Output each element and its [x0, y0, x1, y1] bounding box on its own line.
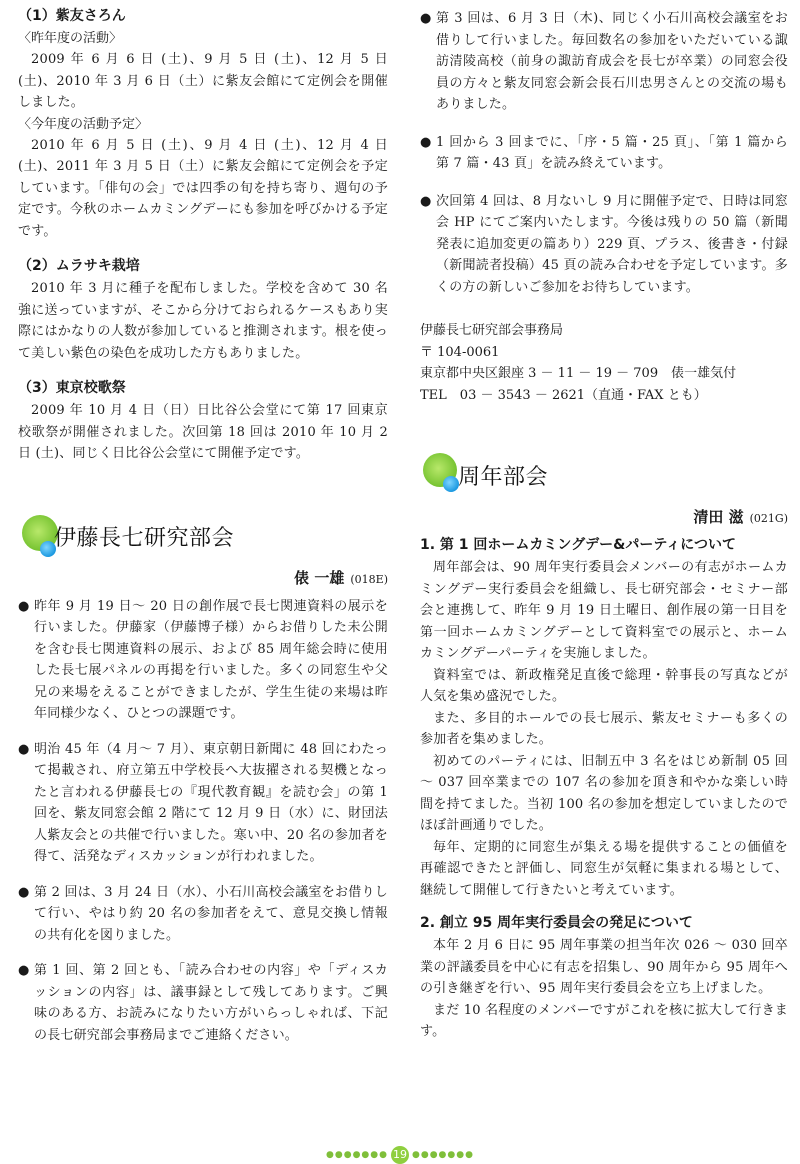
bullet-icon: ●	[420, 11, 432, 26]
office-name: 伊藤長七研究部会事務局	[420, 323, 564, 338]
paragraph-murasaki: 2010 年 3 月に種子を配布しました。学校を含めて 30 名強に送っていますが、そこから分けておられるケースもあり実際にはかなりの人数が参加していると推測されます。根を使って美しい紫色の染色を成功した方もありました。	[18, 281, 388, 361]
section-banner-ito	[18, 511, 388, 563]
section-banner-anniversary	[420, 450, 788, 502]
bullet-icon: ●	[18, 598, 30, 614]
author-code: (021G)	[749, 512, 788, 525]
section-heading-homecoming: 1. 第 1 回ホームカミングデー&パーティについて	[420, 537, 736, 553]
dots-deco-icon: ●●●●●●●	[326, 1149, 388, 1160]
subheading-last-year: 〈昨年度の活動〉	[18, 31, 123, 46]
office-postal: 〒 104-0061	[420, 344, 500, 360]
bullet-item: ● 次回第 4 回は、8 月ないし 9 月に開催予定で、日時は同窓会 HP にてご案内いたします。今後は残りの 50 篇（新聞発表に追加変更の篇あり）229 頁、プラス、後書き・付録（新聞読者投稿）45 頁の読み合わせを予定しています。多くの方の新しいご参加をお待ちしています。	[420, 191, 788, 299]
paragraph: まだ 10 名程度のメンバーですがこれを核に拡大して行きます。	[420, 1002, 788, 1039]
paragraph: 毎年、定期的に同窓生が集える場を提供することの価値を再確認できたと評価し、同窓生が気軽に集まれる場として、継続して開催して行きたいと考えています。	[420, 839, 788, 898]
bullet-item: ● 第 1 回、第 2 回とも、「読み合わせの内容」や「ディスカッションの内容」は、議事録として残してあります。ご興味のある方、お読みになりたい方がいらっしゃれば、下記の長七研究部会事務局までご連絡ください。	[18, 960, 388, 1046]
author-name: 清田 滋	[693, 508, 744, 526]
left-column	[18, 0, 388, 1046]
bullet-icon: ●	[420, 193, 432, 209]
bullet-icon: ●	[18, 741, 30, 757]
author-code: (018E)	[350, 572, 388, 586]
section-heading-salon: （1）紫友さろん	[18, 8, 126, 24]
page-number-badge: 19	[391, 1146, 409, 1164]
paragraph-school-song: 2009 年 10 月 4 日（日）日比谷公会堂にて第 17 回東京校歌祭が開催されました。次回第 18 回は 2010 年 10 月 2 日 (土)、同じく日比谷公会堂にて開催予定です。	[18, 403, 388, 461]
author-ito	[18, 567, 388, 588]
office-tel: TEL 03 － 3543 － 2621（直通・FAX とも）	[420, 387, 707, 403]
section-heading-school-song: （3）東京校歌祭	[18, 380, 126, 396]
author-kiyota	[420, 506, 788, 527]
bullet-item: ● 明治 45 年（4 月～ 7 月）、東京朝日新聞に 48 回にわたって掲載され、府立第五中学校長へ大抜擢される契機となったと言われる伊藤長七の『現代教育観』を読む会」の第 1 回を、紫友同窓会館 2 階にて 12 月 9 日（水）に、財団法人紫友会との共催で行いました。寒い中、20 名の参加者を得て、活発なディスカッションが行われました。	[18, 739, 388, 868]
bullet-item: ● 第 2 回は、3 月 24 日（水）、小石川高校会議室をお借りして行い、やはり約 20 名の参加者をえて、意見交換し情報の共有化を図りました。	[18, 882, 388, 947]
bullet-item: ● 1 回から 3 回までに、「序・5 篇・25 頁」、「第 1 篇から第 7 篇・43 頁」を読み終えています。	[420, 132, 788, 175]
bullet-item: ● 第 3 回は、6 月 3 日（木)、同じく小石川高校会議室をお借りして行いました。毎回数名の参加をいただいている諏訪清陵高校（前身の諏訪育成会を長七が卒業）の同窓会役員の方々と紫友同窓会新会長石川忠男さんとの交流の場もありました。	[420, 8, 788, 116]
paragraph: 周年部会は、90 周年実行委員会メンバーの有志がホームカミングデー実行委員会を組織し、長七研究部会・セミナー部会と連携して、昨年 9 月 19 日土曜日、創作展の第一日目を第一回ホームカミングデーとして資料室での展示と、ホームカミングデーパーティを実施しました。	[420, 560, 788, 661]
paragraph-salon-last-year: 2009 年 6 月 6 日 (土)、9 月 5 日 (土)、12 月 5 日 (土)、2010 年 3 月 6 日（土）に紫友会館にて定例会を開催しました。	[18, 52, 388, 110]
paragraph-salon-this-year: 2010 年 6 月 5 日 (土)、9 月 4 日 (土)、12 月 4 日 (土)、2011 年 3 月 5 日（土）に紫友会館にて定例会を予定しています。「俳句の会」では四季の旬を持ち寄り、週句の予定です。今秋のホームカミングデーにも参加を呼びかける予定です。	[18, 137, 388, 239]
section-heading-murasaki: （2）ムラサキ栽培	[18, 258, 140, 274]
page-number	[0, 1144, 800, 1164]
bullet-icon: ●	[18, 884, 30, 900]
paragraph: また、多目的ホールでの長七展示、紫友セミナーも多くの参加者を集めました。	[420, 710, 788, 747]
dots-deco-icon: ●●●●●●●	[412, 1149, 474, 1160]
author-name: 俵 一雄	[294, 568, 345, 587]
bullet-icon: ●	[18, 963, 30, 978]
paragraph: 資料室では、新政権発足直後で総理・幹事長の写真などが人気を集め盛況でした。	[420, 667, 788, 704]
right-column	[420, 0, 788, 1043]
bullet-item: ● 昨年 9 月 19 日～ 20 日の創作展で長七関連資料の展示を行いました。伊藤家（伊藤博子様）からお借りした未公開を含む長七関連資料の展示、および 85 周年総会時に使用した長七展パネルの再掲を行いました。多くの同窓生や父兄の来場をえることができましたが、学生生徒の来場は昨年同様少なく、ひとつの課題です。	[18, 596, 388, 725]
section-title-ito: 伊藤長七研究部会	[54, 525, 235, 551]
section-heading-95th: 2. 創立 95 周年実行委員会の発足について	[420, 915, 693, 931]
paragraph: 初めてのパーティには、旧制五中 3 名をはじめ新制 05 回～ 037 回卒業までの 107 名の参加を頂き和やかな楽しい時間を持てました。当初 100 名の参加を想定していましたのでほぼ計画通りでした。	[420, 753, 788, 833]
subheading-this-year: 〈今年度の活動予定〉	[18, 116, 149, 132]
paragraph: 本年 2 月 6 日に 95 周年事業の担当年次 026 ～ 030 回卒業の評議委員を中心に有志を招集し、90 周年から 95 周年への引き継ぎを行い、95 周年実行委員会を立ち上げました。	[420, 938, 788, 996]
bullet-icon: ●	[420, 134, 432, 150]
section-title-anniversary: 周年部会	[458, 465, 549, 490]
office-address: 東京都中央区銀座 3 － 11 － 19 － 709 俵一雄気付	[420, 366, 737, 381]
